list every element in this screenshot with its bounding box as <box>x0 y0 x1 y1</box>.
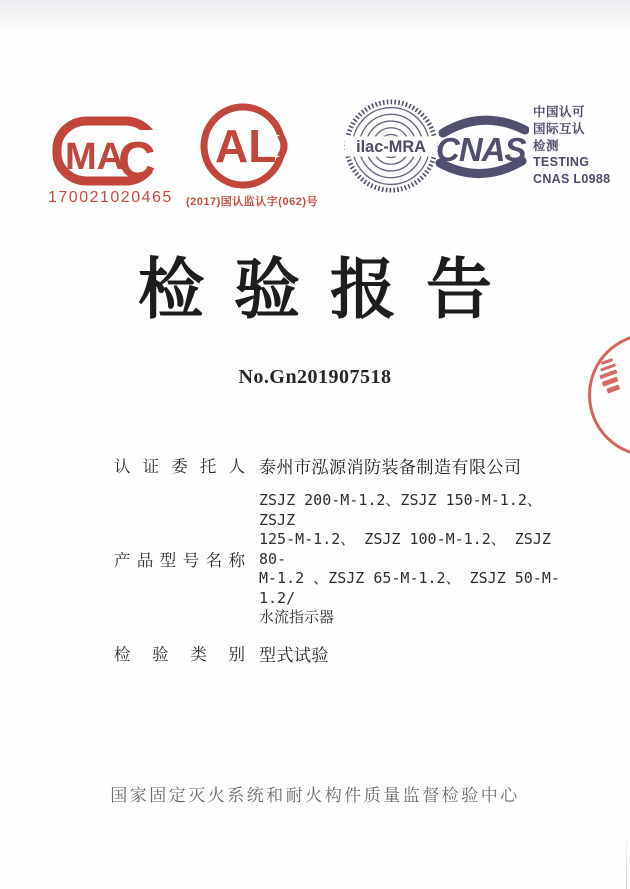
stamp-illegible-text <box>594 355 625 397</box>
field-row-applicant <box>114 453 576 478</box>
red-seal-stamp <box>588 333 630 457</box>
document-title: 检验报告 <box>138 252 522 326</box>
model-line: 125-M-1.2、 ZSJZ 100-M-1.2、 ZSJZ 80- <box>259 530 551 568</box>
field-row-product-model <box>114 491 576 628</box>
cnas-text-line: TESTING <box>533 155 590 170</box>
scan-artifact-band <box>0 0 630 34</box>
inspection-type-label: 检验类别 <box>114 645 246 664</box>
issuing-center-name: 国家固定灭火系统和耐火构件质量监督检验中心 <box>110 786 520 805</box>
svg-text:ilac-MRA: ilac-MRA <box>356 137 426 156</box>
cnas-text-line: 中国认可 <box>533 105 586 119</box>
cnas-accreditation-text <box>533 104 610 188</box>
cma-certificate-number: 170021020465 <box>48 189 173 206</box>
cnas-text-line: CNAS L0988 <box>533 172 611 187</box>
applicant-value: 泰州市泓源消防装备制造有限公司 <box>259 458 522 477</box>
cnas-text-line: 国际互认 <box>533 121 586 136</box>
cma-logo-icon <box>52 116 164 188</box>
inspection-type-value: 型式试验 <box>259 645 329 665</box>
svg-text:MA: MA <box>65 136 125 178</box>
field-row-inspection-type <box>114 641 576 666</box>
model-line: M-1.2 、ZSJZ 65-M-1.2、 ZSJZ 50-M-1.2/ <box>259 569 560 607</box>
svg-text:AL: AL <box>215 120 277 172</box>
product-model-label: 产品型号名称 <box>114 552 246 571</box>
model-line: ZSJZ 200-M-1.2、ZSJZ 150-M-1.2、ZSJZ <box>259 491 542 529</box>
cnas-logo-icon <box>435 115 529 181</box>
cnas-text-line: 检测 <box>533 138 560 153</box>
scan-edge-artifact <box>626 829 628 889</box>
product-model-value <box>259 491 576 628</box>
cal-logo-icon <box>198 101 288 191</box>
cal-caption: (2017)国认监认字(062)号 <box>186 196 318 208</box>
model-line: 水流指示器 <box>259 608 335 626</box>
ilac-mra-logo-icon <box>343 98 439 194</box>
svg-text:C: C <box>118 132 156 188</box>
report-number: No.Gn201907518 <box>238 366 392 388</box>
applicant-label: 认证委托人 <box>114 458 246 476</box>
svg-text:CNAS: CNAS <box>436 131 526 168</box>
report-fields <box>114 453 576 679</box>
